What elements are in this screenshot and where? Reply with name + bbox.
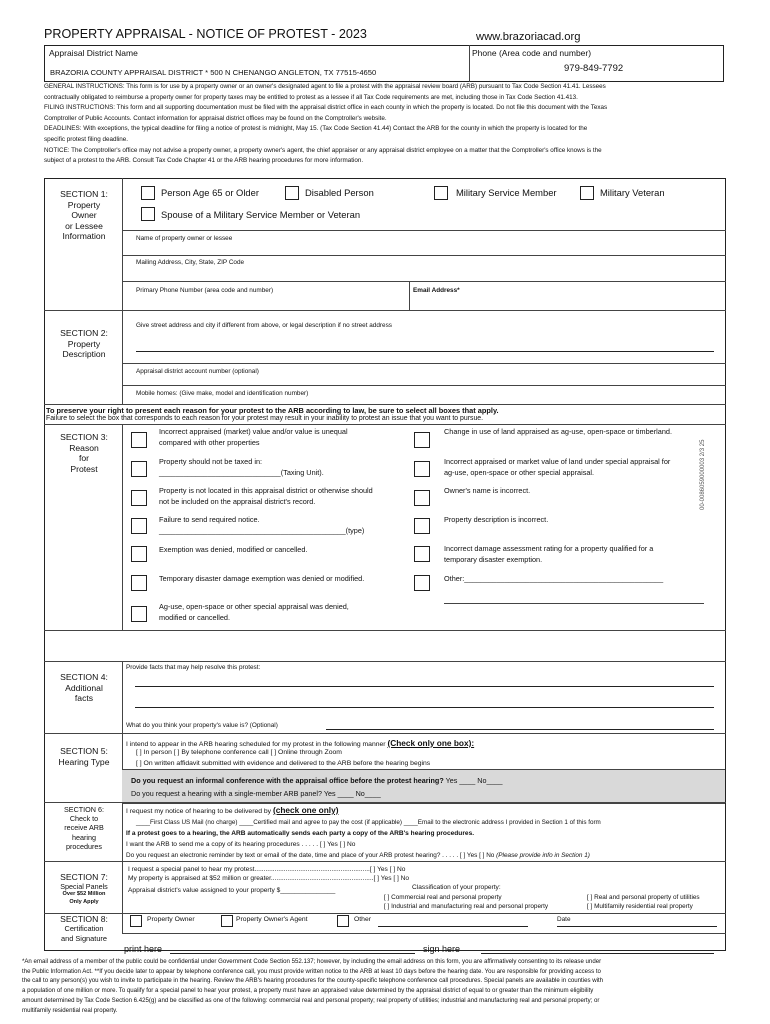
section-divider xyxy=(44,861,726,862)
primary-phone-input[interactable] xyxy=(130,296,405,308)
section4-label xyxy=(44,672,124,704)
reason-disaster-checkbox[interactable] xyxy=(131,575,147,591)
owner-name-input[interactable] xyxy=(130,243,722,255)
class-utilities[interactable]: [ ] Real and personal property of utilities xyxy=(587,894,700,901)
reason-ag-use-label xyxy=(159,602,349,623)
deadline-line: DEADLINES: With exceptions, the typical deadline for filing a notice of protest is midnight, May 15. (Tax Code Section 41.44) Contact the ARB for the county in which the property is located for the xyxy=(44,125,588,133)
section3-title: SECTION 3: xyxy=(60,432,108,442)
section-divider xyxy=(44,661,726,662)
procedures-note: If a protest goes to a hearing, the ARB automatically sends each party a copy of the ARB's hearing procedures. xyxy=(126,830,475,837)
section7-subtitle: Special Panels xyxy=(60,882,108,891)
general-line: contractually obligated to reimburse a property owner for property taxes may be entitled to protest as a lessee if all Tax Code requirements are met, including those in Tax Code Section 41.413. xyxy=(44,93,578,101)
spouse-checkbox[interactable] xyxy=(141,207,155,221)
section5-subtitle: Hearing Type xyxy=(58,756,110,767)
website-link[interactable]: www.brazoriacad.org xyxy=(476,31,581,43)
single-member-question xyxy=(131,789,381,798)
section2-label xyxy=(44,328,124,360)
property-owner-checkbox[interactable] xyxy=(130,915,142,927)
disabled-checkbox[interactable] xyxy=(285,186,299,200)
primary-phone-label: Primary Phone Number (area code and number) xyxy=(136,287,274,294)
classification-label: Classification of your property: xyxy=(412,884,501,891)
footnote-line: amount determined by Tax Code Section 6.425(g) and be classified as one of the following: commercial real and personal property; real property of utilities; industrial and manufacturing real and personal property; or xyxy=(22,996,600,1004)
facts-label: Provide facts that may help resolve this protest: xyxy=(126,664,261,671)
age65-checkbox[interactable] xyxy=(141,186,155,200)
reason-notice-label xyxy=(159,515,364,536)
property-owner-label: Property Owner xyxy=(147,916,195,923)
print-here-label: print here xyxy=(124,944,163,954)
hearing-intro-text: I intend to appear in the ARB hearing scheduled for my protest in the following manner xyxy=(126,741,386,748)
reason-text: Incorrect appraised or market value of land under special appraisal for xyxy=(444,457,671,466)
district-name-label: Appraisal District Name xyxy=(49,48,138,58)
reason-change-use-checkbox[interactable] xyxy=(414,432,430,448)
reason-owner-name-checkbox[interactable] xyxy=(414,490,430,506)
special-panel-request[interactable]: I request a special panel to hear my protest...............................................................[ ] Yes [ ] No xyxy=(128,866,406,873)
reason-not-located-checkbox[interactable] xyxy=(131,490,147,506)
reason-description-checkbox[interactable] xyxy=(414,518,430,534)
footnote-line: the Public Information Act. **If you decide later to appear by telephone conference call, you must provide written notice to the ARB at least 10 days before the hearing date. You are responsible for providing access to xyxy=(22,967,601,975)
informal-conference-answer[interactable]: Yes ____ No____ xyxy=(445,776,503,785)
reason-text: compared with other properties xyxy=(159,437,260,447)
reason-not-taxed-label xyxy=(159,457,324,478)
preserve-note: Failure to select the box that corresponds to each reason for your protest may result in your inability to protest an issue that you want to pursue. xyxy=(46,415,484,422)
section3-label xyxy=(44,432,124,474)
reason-text: not be included on the appraisal district's record. xyxy=(159,496,316,506)
hearing-manner-options[interactable]: [ ] In person [ ] By telephone conference call [ ] Online through Zoom xyxy=(136,749,342,756)
section7-subtitle: Over $52 Million xyxy=(62,891,106,897)
section6-label xyxy=(44,805,124,851)
phone-label: Phone (Area code and number) xyxy=(472,48,592,58)
informal-conference-panel xyxy=(122,769,725,804)
reason-text: Property is not located in this appraisal district or otherwise should xyxy=(159,486,373,495)
mobile-home-label: Mobile homes: (Give make, model and identification number) xyxy=(136,390,309,397)
reason-notice-checkbox[interactable] xyxy=(131,518,147,534)
account-number-label: Appraisal district account number (optional) xyxy=(136,368,259,375)
class-industrial[interactable]: [ ] Industrial and manufacturing real and personal property xyxy=(384,903,549,910)
section7-subtitle: Only Apply xyxy=(69,898,99,905)
district-name-value: BRAZORIA COUNTY APPRAISAL DISTRICT * 500 N CHENANGO ANGLETON, TX 77515-4650 xyxy=(50,68,377,77)
military-veteran-checkbox[interactable] xyxy=(580,186,594,200)
facts-line[interactable] xyxy=(135,686,714,687)
section2-subtitle: Property xyxy=(67,338,101,349)
hearing-intro xyxy=(126,738,474,748)
reason-other-label xyxy=(444,574,663,585)
appraised-over-threshold[interactable]: My property is appraised at $52 million or greater........................................................[ ] Yes [ ] No xyxy=(128,875,410,882)
reason-market-value-label xyxy=(159,427,348,448)
other-checkbox[interactable] xyxy=(337,915,349,927)
reason-owner-name-label xyxy=(444,486,530,497)
owner-name-label: Name of property owner or lessee xyxy=(136,235,233,242)
signature-line[interactable] xyxy=(481,953,714,954)
single-member-text: Do you request a hearing with a single-member ARB panel? xyxy=(131,789,322,798)
section6-subtitle: hearing xyxy=(72,832,96,842)
reason-not-located-label xyxy=(159,486,373,507)
street-address-line[interactable] xyxy=(136,351,714,352)
owner-agent-checkbox[interactable] xyxy=(221,915,233,927)
reason-damage-rating-checkbox[interactable] xyxy=(414,546,430,562)
footnote-line: a population of one million or more. To qualify for a special panel to hear your protest, a property must have an appraised value determined by the appraisal district of equal to or greater than the minimum eligibility xyxy=(22,987,594,995)
footnote-line: the call to any person(s) you wish to invite to participate in the hearing. Review the ARB's hearing procedures for the county-specific telephone conference call procedures. Special panels are available in counties with xyxy=(22,977,604,985)
section-divider xyxy=(44,802,726,803)
military-member-label: Military Service Member xyxy=(456,187,557,198)
section7-label xyxy=(44,872,124,906)
reason-text: ______________________________________________(type) xyxy=(159,525,365,535)
hearing-affidavit-option[interactable]: [ ] On written affidavit submitted with evidence and delivered to the ARB before the hearing begins xyxy=(136,760,431,767)
section-divider xyxy=(44,630,726,631)
spouse-label: Spouse of a Military Service Member or Veteran xyxy=(161,209,361,220)
footnote-line: multifamily residential real property. xyxy=(22,1006,118,1014)
assigned-value[interactable]: Appraisal district's value assigned to your property $_______________ xyxy=(128,887,336,894)
section5-label xyxy=(44,746,124,767)
section5-title: SECTION 5: xyxy=(60,746,108,756)
check-only-note: (Check only one box): xyxy=(387,738,475,748)
reason-exemption-label xyxy=(159,545,307,556)
reason-text: Incorrect damage assessment rating for a property qualified for a xyxy=(444,544,654,553)
reason-market-value-checkbox[interactable] xyxy=(131,432,147,448)
section7-title: SECTION 7: xyxy=(60,872,108,882)
other-label: Other xyxy=(354,916,371,923)
reason-text: modified or cancelled. xyxy=(159,612,230,622)
informal-conference-text: Do you request an informal conference with the appraisal office before the protest hearing? xyxy=(131,776,444,785)
military-member-checkbox[interactable] xyxy=(434,186,448,200)
section3-subtitle: Reason xyxy=(69,442,99,453)
general-instructions xyxy=(44,82,726,167)
deadline-line: specific protest filing deadline. xyxy=(44,135,129,143)
reason-text: ______________________________(Taxing Unit). xyxy=(159,467,324,477)
section2-title: SECTION 2: xyxy=(60,328,108,338)
side-barcode-text: 00-0086059000003 2/3 25 xyxy=(700,439,706,510)
footnote-line: *An email address of a member of the public could be confidential under Government Code Section 552.137; however, by including the email address on this form, you are affirmatively consenting to its release under xyxy=(22,958,602,965)
phone-value: 979-849-7792 xyxy=(564,63,624,74)
reminder-note: (Please provide info in Section 1) xyxy=(496,852,590,859)
section-divider xyxy=(122,933,726,934)
reason-text: Exemption was denied, modified or cancelled. xyxy=(159,545,308,554)
header-divider xyxy=(469,45,470,82)
section6-subtitle: Check to xyxy=(69,814,99,824)
mailing-address-input[interactable] xyxy=(130,267,722,279)
filing-line: FILING INSTRUCTIONS: This form and all supporting documentation must be filed with the appraisal district office in each county in which the property is located. Do not file this document with the Texas xyxy=(44,104,608,112)
section1-label xyxy=(44,189,124,242)
section6-title: SECTION 6: xyxy=(64,805,104,814)
other-line[interactable] xyxy=(378,926,528,927)
class-multifamily[interactable]: [ ] Multifamily residential real property xyxy=(587,903,693,910)
delivery-intro-text: I request my notice of hearing to be delivered by xyxy=(126,808,272,815)
sign-here-label: sign here xyxy=(423,944,461,954)
section8-title: SECTION 8: xyxy=(60,914,108,924)
section6-subtitle: procedures xyxy=(66,841,102,851)
reason-text: temporary disaster exemption. xyxy=(444,554,543,564)
reason-land-value-checkbox[interactable] xyxy=(414,461,430,477)
reminder-option[interactable] xyxy=(126,852,590,859)
check-one-note: (check one only) xyxy=(272,805,339,815)
age65-label: Person Age 65 or Older xyxy=(161,187,259,198)
mailing-address-label: Mailing Address, City, State, ZIP Code xyxy=(136,259,245,266)
phone-email-divider xyxy=(409,281,410,310)
delivery-options[interactable]: ____First Class US Mail (no charge) ____Certified mail and agree to pay the cost (if applicable) ____Email to the electronic address I provided in Section 1 of this form xyxy=(136,819,601,826)
reason-change-use-label xyxy=(444,427,672,438)
section1-title: SECTION 1: xyxy=(60,189,108,199)
reason-text: Owner's name is incorrect. xyxy=(444,486,531,495)
reason-other-checkbox[interactable] xyxy=(414,575,430,591)
reason-disaster-label xyxy=(159,574,364,585)
other-reason-line[interactable] xyxy=(444,603,704,604)
value-question-label: What do you think your property's value is? (Optional) xyxy=(126,722,278,729)
section2-subtitle: Description xyxy=(62,349,106,359)
notice-line: NOTICE: The Comptroller's office may not advise a property owner, a property owner's agent, the chief appraiser or any appraisal district employee on a matter that the Comptroller's office knows is the xyxy=(44,146,602,154)
row-divider xyxy=(122,363,726,364)
reason-text: Temporary disaster damage exemption was denied or modified. xyxy=(159,574,365,583)
reason-text: Failure to send required notice. xyxy=(159,515,260,524)
section4-subtitle: Additional xyxy=(65,682,103,693)
section4-title: SECTION 4: xyxy=(60,672,108,682)
section8-subtitle: and Signature xyxy=(60,933,108,943)
reason-text: Change in use of land appraised as ag-use, open-space or timberland. xyxy=(444,427,672,436)
single-member-answer[interactable]: Yes ____ No____ xyxy=(323,789,381,798)
reason-text: Incorrect appraised (market) value and/or value is unequal xyxy=(159,427,348,436)
section3-subtitle: for xyxy=(78,453,90,463)
owner-agent-label: Property Owner's Agent xyxy=(236,916,308,923)
reason-exemption-checkbox[interactable] xyxy=(131,546,147,562)
reason-description-label xyxy=(444,515,548,526)
reminder-text: Do you request an electronic reminder by text or email of the date, time and place of your ARB protest hearing? . . . . . [ ] Yes [ ] No xyxy=(126,852,495,859)
section1-subtitle: Information xyxy=(62,231,106,241)
section-divider xyxy=(44,733,726,734)
date-line[interactable] xyxy=(557,926,717,927)
filing-line: Comptroller of Public Accounts. Contact information for appraisal district offices may be found on the Comptroller's website. xyxy=(44,114,387,122)
reason-text: ag-use, open-space or other special appraisal. xyxy=(444,467,595,477)
delivery-intro xyxy=(126,805,338,815)
footnote xyxy=(22,957,750,1015)
reason-text: Ag-use, open-space or other special appraisal was denied, xyxy=(159,602,349,611)
form-title: PROPERTY APPRAISAL - NOTICE OF PROTEST - 2023 xyxy=(44,27,367,41)
general-line: GENERAL INSTRUCTIONS: This form is for use by a property owner or an owner's designated agent to file a protest with the appraisal review board (ARB) pursuant to Tax Code Section 41.41. Lessees xyxy=(44,83,606,90)
procedures-copy-option[interactable]: I want the ARB to send me a copy of its hearing procedures . . . . . [ ] Yes [ ] No xyxy=(126,841,356,848)
section8-label xyxy=(44,915,124,943)
row-divider xyxy=(122,255,726,256)
row-divider xyxy=(122,230,726,231)
section6-subtitle: receive ARB xyxy=(64,823,104,833)
street-address-label: Give street address and city if different from above, or legal description if no street address xyxy=(136,322,392,329)
print-name-line[interactable] xyxy=(170,953,415,954)
section1-subtitle: Property xyxy=(67,199,101,210)
reason-ag-use-checkbox[interactable] xyxy=(131,606,147,622)
reason-text: Property description is incorrect. xyxy=(444,515,549,524)
informal-conference-question xyxy=(131,776,502,785)
section4-subtitle: facts xyxy=(74,693,94,703)
section8-subtitle: Certification xyxy=(64,924,104,934)
value-input-line[interactable] xyxy=(326,729,714,730)
section1-subtitle: Owner xyxy=(71,210,97,220)
section-divider xyxy=(44,913,726,914)
section3-subtitle: Protest xyxy=(70,463,98,474)
military-veteran-label: Military Veteran xyxy=(600,187,665,198)
email-label: Email Address* xyxy=(413,287,460,294)
row-divider xyxy=(122,281,726,282)
reason-not-taxed-checkbox[interactable] xyxy=(131,461,147,477)
disabled-label: Disabled Person xyxy=(305,187,374,198)
section-divider xyxy=(44,404,726,405)
section-divider xyxy=(44,310,726,311)
facts-line[interactable] xyxy=(135,707,714,708)
email-input[interactable] xyxy=(413,296,721,308)
notice-line: subject of a protest to the ARB. Consult Tax Code Chapter 41 or the ARB hearing procedures for more information. xyxy=(44,157,364,165)
reason-text: Other:_________________________________________________ xyxy=(444,574,664,583)
preserve-note-bold: To preserve your right to present each reason for your protest to the ARB according to law, be sure to select all boxes that apply. xyxy=(46,406,499,415)
row-divider xyxy=(122,385,726,386)
section1-subtitle: or Lessee xyxy=(65,220,103,231)
date-label: Date xyxy=(557,916,571,923)
reason-text: Property should not be taxed in: xyxy=(159,457,263,466)
class-commercial[interactable]: [ ] Commercial real and personal property xyxy=(384,894,502,901)
section-divider xyxy=(44,424,726,425)
reason-damage-rating-label xyxy=(444,544,653,565)
reason-land-value-label xyxy=(444,457,670,478)
